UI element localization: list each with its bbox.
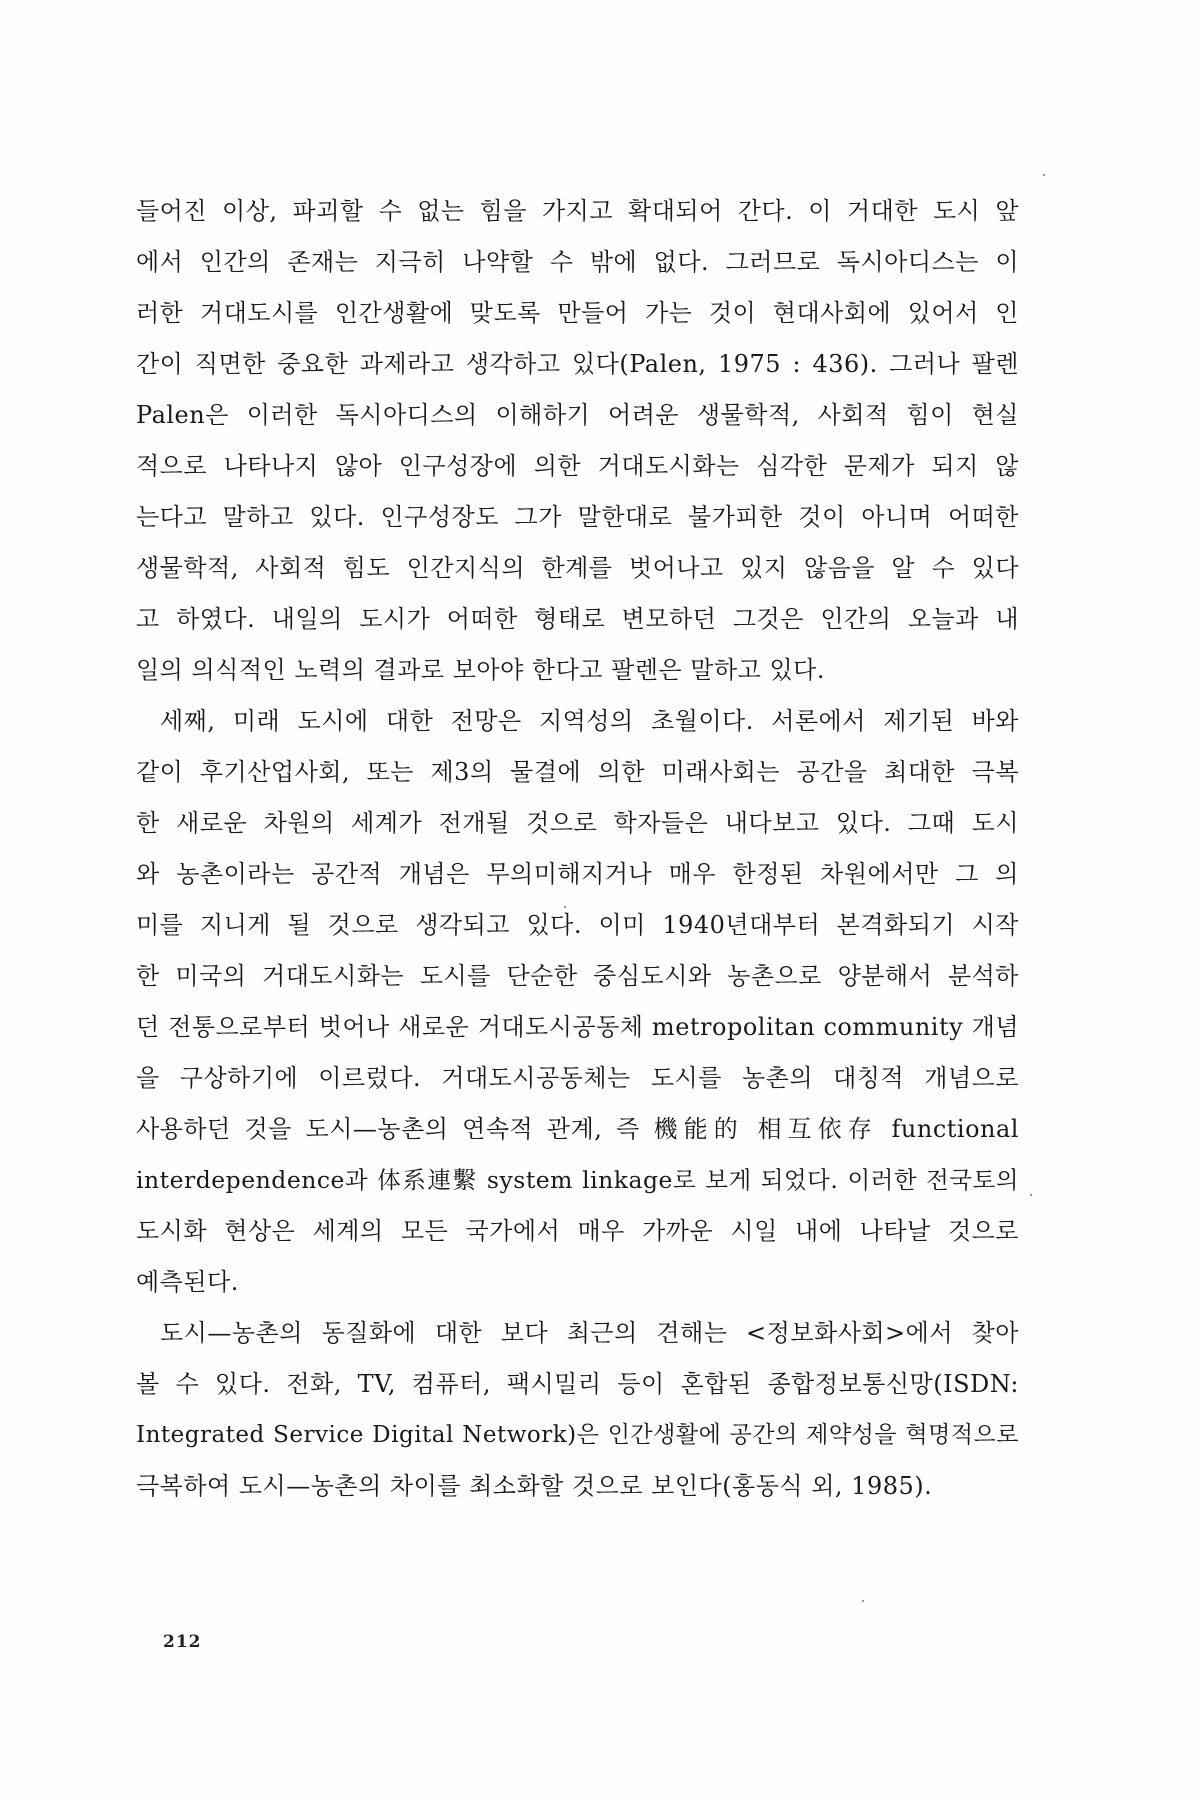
body-text xyxy=(136,186,1019,1512)
text-line: 예측된다. xyxy=(136,1268,239,1296)
text-line: 적으로 나타나지 않아 인구성장에 의한 거대도시화는 심각한 문제가 되지 않 xyxy=(136,452,1019,480)
text-line: 같이 후기산업사회, 또는 제3의 물결에 의한 미래사회는 공간을 최대한 극복 xyxy=(136,758,1019,786)
text-line: 한 미국의 거대도시화는 도시를 단순한 중심도시와 농촌으로 양분해서 분석하 xyxy=(136,962,1019,990)
text-line: 고 하였다. 내일의 도시가 어떠한 형태로 변모하던 그것은 인간의 오늘과 내 xyxy=(136,605,1019,633)
text-line: 와 농촌이라는 공간적 개념은 무의미해지거나 매우 한정된 차원에서만 그 의 xyxy=(136,860,1019,888)
text-line: 던 전통으로부터 벗어나 새로운 거대도시공동체 metropolitan community 개념 xyxy=(136,1013,1019,1041)
paragraph-2 xyxy=(136,696,1019,1308)
text-line: 사용하던 것을 도시—농촌의 연속적 관계, 즉 機能的 相互依存 functional xyxy=(136,1115,1019,1143)
text-line: 한 새로운 차원의 세계가 전개될 것으로 학자들은 내다보고 있다. 그때 도시 xyxy=(136,809,1019,837)
text-line: 을 구상하기에 이르렀다. 거대도시공동체는 도시를 농촌의 대칭적 개념으로 xyxy=(136,1064,1019,1092)
text-line: Palen은 이러한 독시아디스의 이해하기 어려운 생물학적, 사회적 힘이 현실 xyxy=(136,401,1019,429)
text-line: 에서 인간의 존재는 지극히 나약할 수 밖에 없다. 그러므로 독시아디스는 이 xyxy=(136,248,1019,276)
text-line: Integrated Service Digital Network)은 인간생활에 공간의 제약성을 혁명적으로 xyxy=(136,1422,1019,1448)
text-line: 생물학적, 사회적 힘도 인간지식의 한계를 벗어나고 있지 않음을 알 수 있다 xyxy=(136,554,1019,582)
scan-speck xyxy=(862,1600,864,1602)
text-line: 들어진 이상, 파괴할 수 없는 힘을 가지고 확대되어 간다. 이 거대한 도시 앞 xyxy=(136,197,1019,225)
scan-speck xyxy=(1043,174,1045,176)
text-line: 미를 지니게 될 것으로 생각되고 있다. 이미 1940년대부터 본격화되기 시작 xyxy=(136,911,1019,939)
text-line: 극복하여 도시—농촌의 차이를 최소화할 것으로 보인다(홍동식 외, 1985). xyxy=(136,1472,933,1500)
text-line: interdependence과 体系連繫 system linkage로 보게 되었다. 이러한 전국토의 xyxy=(136,1166,1019,1194)
scan-speck xyxy=(1030,1194,1032,1196)
text-line: 는다고 말하고 있다. 인구성장도 그가 말한대로 불가피한 것이 아니며 어떠한 xyxy=(136,503,1019,531)
text-line: 도시화 현상은 세계의 모든 국가에서 매우 가까운 시일 내에 나타날 것으로 xyxy=(136,1217,1019,1245)
text-line: 도시—농촌의 동질화에 대한 보다 최근의 견해는 <정보화사회>에서 찾아 xyxy=(160,1319,1019,1347)
page-number: 212 xyxy=(163,1632,202,1652)
scan-speck xyxy=(564,906,566,908)
text-line: 세째, 미래 도시에 대한 전망은 지역성의 초월이다. 서론에서 제기된 바와 xyxy=(160,707,1019,735)
paragraph-3 xyxy=(136,1308,1019,1512)
paragraph-1 xyxy=(136,186,1019,696)
text-line: 볼 수 있다. 전화, TV, 컴퓨터, 팩시밀리 등이 혼합된 종합정보통신망(ISDN: xyxy=(136,1370,1019,1398)
text-line: 간이 직면한 중요한 과제라고 생각하고 있다(Palen, 1975 : 436). 그러나 팔렌 xyxy=(136,350,1019,378)
text-line: 러한 거대도시를 인간생활에 맞도록 만들어 가는 것이 현대사회에 있어서 인 xyxy=(136,299,1019,327)
text-line: 일의 의식적인 노력의 결과로 보아야 한다고 팔렌은 말하고 있다. xyxy=(136,656,825,684)
